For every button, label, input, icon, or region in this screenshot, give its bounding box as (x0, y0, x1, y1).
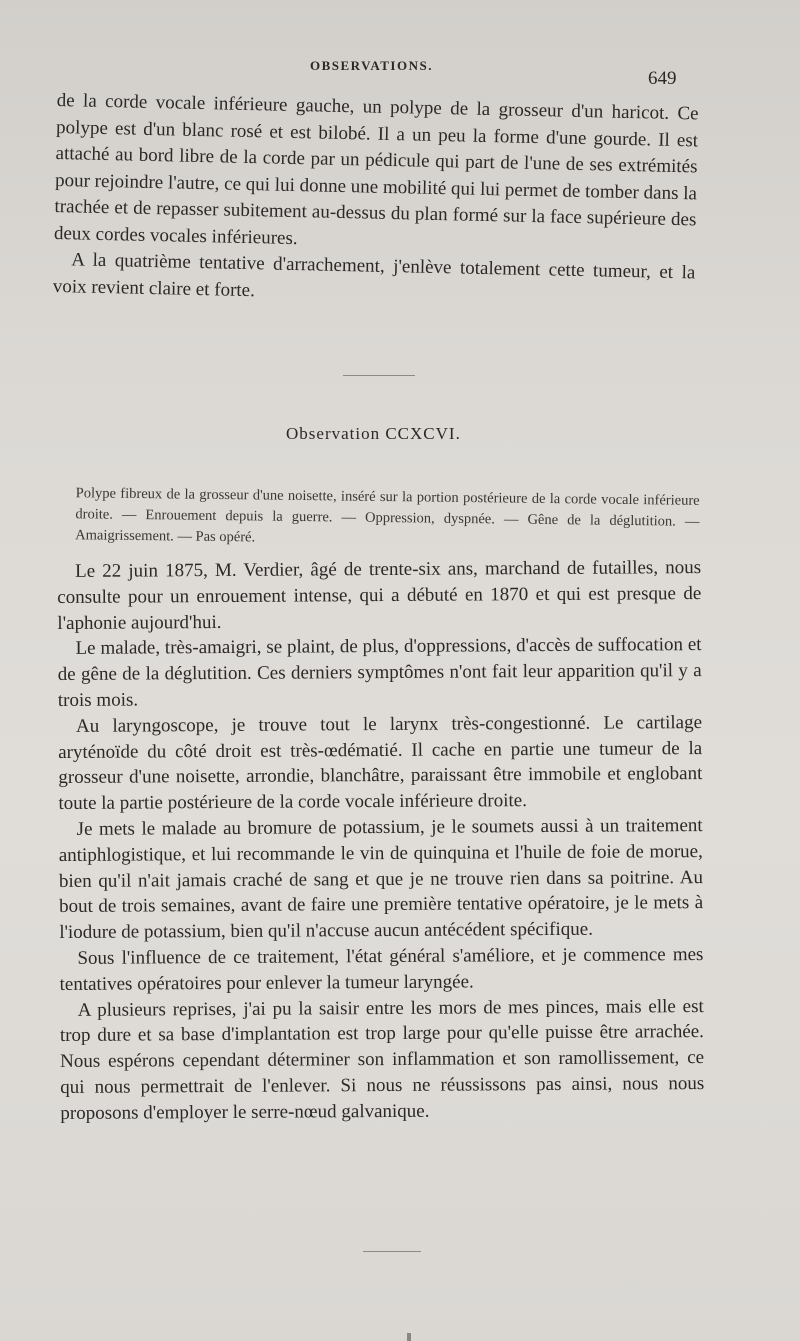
paragraph: Je mets le malade au bromure de potassium, je le soumets aussi à un traitement antiphlogistique, et lui recommande le vin de quinquina et l'huile de foie de morue, bien qu'il n'ait jamais craché de sang et que je ne trouve rien dans sa poitrine. Au bout de trois semaines, avant de faire une première tentative opératoire, je le mets à l'iodure de potassium, bien qu'il n'accuse aucun antécédent spécifique. (58, 815, 704, 944)
end-divider (363, 1251, 421, 1252)
page-mark (407, 1333, 411, 1341)
section-divider (343, 375, 415, 376)
paragraph: Le 22 juin 1875, M. Verdier, âgé de trente-six ans, marchand de futailles, nous consulte pour un enrouement intense, qui a débuté en 1870 et qui est presque de l'aphonie aujourd'hui. (57, 557, 702, 634)
observation-summary (55, 468, 700, 568)
observation-body (57, 555, 704, 1126)
summary-text: Polype fibreux de la grosseur d'une noisette, inséré sur la portion postérieure de la corde vocale inférieure droite. — Enrouement depuis la guerre. — Oppression, dyspnée. — Gêne de la déglutition. — Amaigrissement. — Pas opéré. (75, 484, 700, 545)
paragraph: Le malade, très-amaigri, se plaint, de plus, d'oppressions, d'accès de suffocation et de gêne de la déglutition. Ces derniers symptômes n'ont fait leur apparition qu'il y a trois mois. (57, 634, 702, 711)
paragraph: A plusieurs reprises, j'ai pu la saisir entre les mors de mes pinces, mais elle est trop dure et sa base d'implantation est trop large pour qu'elle puisse être arrachée. Nous espérons cependant déterminer son inflammation et son ramollissement, ce qui nous permettrait de l'enlever. Si nous ne réussissons pas ainsi, nous nous proposons d'employer le serre-nœud galvanique. (59, 995, 705, 1124)
continued-text (53, 88, 699, 313)
running-head: OBSERVATIONS. (310, 58, 433, 73)
paragraph: A la quatrième tentative d'arrachement, j'enlève totalement cette tumeur, et la voix revient claire et forte. (52, 249, 696, 301)
observation-title: Observation CCXCVI. (286, 424, 461, 443)
paragraph: Au laryngoscope, je trouve tout le larynx très-congestionné. Le cartilage aryténoïde du côté droit est très-œdématié. Il cache en partie une tumeur de la grosseur d'une noisette, arrondie, blanchâtre, paraissant être immobile et englobant toute la partie postérieure de la corde vocale inférieure droite. (58, 711, 703, 815)
paragraph: Sous l'influence de ce traitement, l'état général s'améliore, et je commence mes tentatives opératoires pour enlever la tumeur laryngée. (59, 944, 704, 995)
page-number: 649 (648, 68, 677, 89)
paragraph: de la corde vocale inférieure gauche, un polype de la grosseur d'un haricot. Ce polype est d'un blanc rosé et est bilobé. Il a un peu la forme d'une gourde. Il est attaché au bord libre de la corde par un pédicule qui part de l'une de ses extrémités pour rejoindre l'autre, ce qui lui donne une mobilité qui lui permet de tomber dans la trachée et de repasser subitement au-dessus du plan formé sur la face supérieure des deux cordes vocales inférieures. (53, 89, 699, 249)
